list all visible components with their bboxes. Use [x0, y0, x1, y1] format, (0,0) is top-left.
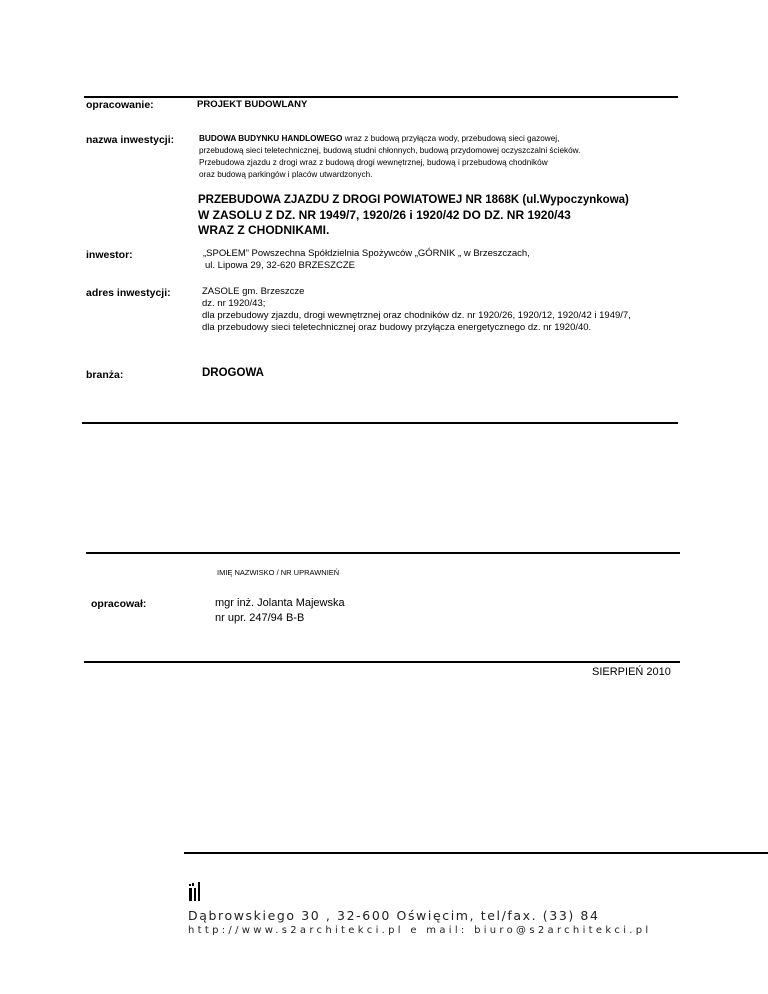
section-rule-2 — [86, 552, 680, 554]
adres-line-2: dz. nr 1920/43; — [202, 298, 266, 309]
adres-line-1: ZASOLE gm. Brzeszcze — [202, 286, 305, 297]
section-rule-3 — [84, 661, 680, 663]
adres-line-3: dla przebudowy zjazdu, drogi wewnętrznej oraz chodników dz. nr 1920/26, 1920/12, 1920/42 i 1949/7, — [202, 310, 631, 321]
inwestor-line-1: „SPOŁEM” Powszechna Spółdzielnia Spożywców „GÓRNIK „ w Brzeszczach, — [203, 248, 530, 259]
inwestor-label: inwestor: — [86, 249, 133, 261]
logo-svg — [188, 882, 208, 902]
author-block — [215, 596, 345, 626]
nazwa-line-1 — [199, 133, 659, 145]
opracowanie-value: PROJEKT BUDOWLANY — [197, 99, 308, 110]
signature-column-header: IMIĘ NAZWISKO / NR UPRAWNIEŃ — [217, 568, 340, 577]
author-license: nr upr. 247/94 B-B — [215, 612, 305, 624]
nazwa-line-4: oraz budową parkingów i placów utwardzonych. — [199, 170, 373, 179]
nazwa-line-2: przebudową sieci teletechnicznej, budową studni chłonnych, budową przydomowej oczyszczalni ścieków. — [199, 146, 581, 155]
s2-architects-logo-icon — [188, 882, 208, 902]
przebudowa-line-3: WRAZ Z CHODNIKAMI. — [198, 223, 330, 237]
top-rule — [84, 96, 678, 98]
branza-label: branża: — [86, 369, 124, 381]
footer-rule — [184, 852, 768, 854]
nazwa-line-3: Przebudowa zjazdu z drogi wraz z budową drogi wewnętrznej, budową i przebudową chodników — [199, 158, 548, 167]
adres-inwestycji-value — [202, 286, 672, 334]
inwestor-value — [203, 248, 663, 272]
nazwa-bold: BUDOWA BUDYNKU HANDLOWEGO — [199, 134, 343, 143]
footer-web: http://www.s2architekci.pl e mail: biuro@s2architekci.pl — [188, 925, 652, 936]
section-rule-1 — [82, 422, 678, 424]
author-name: mgr inż. Jolanta Majewska — [215, 597, 345, 609]
adres-line-4: dla przebudowy sieci teletechnicznej oraz budowy przyłącza energetycznego dz. nr 1920/40. — [202, 322, 592, 333]
inwestor-line-2: ul. Lipowa 29, 32-620 BRZESZCZE — [205, 260, 355, 271]
przebudowa-block — [198, 193, 668, 238]
opracowanie-label: opracowanie: — [86, 99, 154, 111]
branza-value: DROGOWA — [202, 367, 264, 379]
przebudowa-line-2: W ZASOLU Z DZ. NR 1949/7, 1920/26 i 1920/42 DO DZ. NR 1920/43 — [198, 208, 571, 222]
nazwa-inwestycji-label: nazwa inwestycji: — [86, 134, 175, 146]
nazwa-line1-rest: wraz z budową przyłącza wody, przebudową sieci gazowej, — [342, 134, 560, 143]
opracowal-label: opracował: — [91, 598, 147, 610]
adres-inwestycji-label: adres inwestycji: — [86, 287, 171, 299]
document-date: SIERPIEŃ 2010 — [592, 666, 671, 678]
nazwa-inwestycji-value — [199, 133, 659, 181]
footer-address: Dąbrowskiego 30 , 32-600 Oświęcim, tel/fax. (33) 84 — [188, 908, 600, 923]
przebudowa-line-1: PRZEBUDOWA ZJAZDU Z DROGI POWIATOWEJ NR 1868K (ul.Wypoczynkowa) — [198, 194, 629, 206]
